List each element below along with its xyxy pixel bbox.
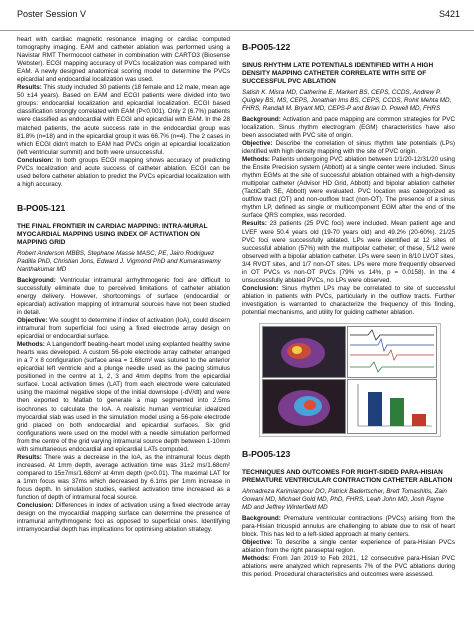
electroanatomic-map-image	[262, 326, 346, 378]
background-paragraph: Background: Activation and pace mapping are common strategies for PVC localization. Sinus rhythm electrogram (EGM) characteristics have also been associated with PVC site of origin.	[242, 115, 456, 139]
results-paragraph: Results: There was a decrease in the IoA, as the intramural focus depth increased. At 1mm depth, average activation time was 31±2 ms/1.68cm² compared to 15±7ms/1.68cm² at 4mm depth (p<0.01). The maximal LAT for a 1mm focus was 37ms which decreased by 6.1ms per 1mm increase in focus depth. In simulation studies, earliest activation time increased as a function of depth of intramural focal source.	[17, 453, 230, 502]
bar	[390, 398, 404, 426]
abstract-title: THE FINAL FRONTIER IN CARDIAC MAPPING: INTRA-MURAL MYOCARDIAL MAPPING USING INDEX OF ACTIVATION ON MAPPING GRID	[17, 222, 208, 246]
abstract-authors: Robert Anderson MBBS, Stephane Masse MASC, PE, Jairo Rodriguez Padilla PhD, Christian Jons, Edward J. Vigmond PhD and Kumaraswamy Nanthakumar MD	[17, 249, 221, 273]
conclusion-paragraph: Conclusion: Differences in index of activation using a fixed electrode array design on the myocardial mapping surface can determine the presence of intramural arrhythmogenic foci as opposed to superficial ones. Identifying intramyocardial depth has implications for optimising ablation strategy.	[17, 502, 231, 534]
methods-paragraph: Methods: Patients undergoing PVC ablation between 1/1/20-12/31/20 using the Ensite Precision system (Abbott) at a single center were included. Sinus rhythm EGMs at the site of successful ablation obtained with a high-density multipolar catheter (Advisor HD Grid, Abbott) and bipolar ablation catheter (TactiCath SE, Abbott) were evaluated. PVC location was categorized as outflow tract (OT) and non-outflow tract (non-OT). The presence of a sinus rhythm LP, defined as single or multicomponent EGM after the end of the surface QRS complex, was recorded.	[242, 156, 455, 220]
running-head: Poster Session V	[17, 9, 87, 19]
left-column	[17, 36, 230, 534]
abstract-authors: Satish K. Misra MD, Catherine E. Markert BS, CEPS, CCDS, Andrew P. Quigley BS, MS, CEPS, Jonathan Ims BS, CEPS, CCDS, Rohit Mehta MD, FHRS, Randall M. Bryant MD, CEPS-P and Brian D. Powell MD, FHRS	[242, 88, 452, 112]
results-paragraph: Results: 23 patients (25 PVC foci) were included. Mean patient age and LVEF were 50.4 years old (19-70 years old) and 49.2% (20-60%). 21/25 PVC foci were successfully ablated. LPs were identified at 12 sites of successful ablation (57%) with the multipolar catheter; of these, 5/12 were observed with a bipolar ablation catheter. LPs were seen in 8/10 LVOT sites, 3/4 RVOT sites, and 1/7 non-OT sites. LPs were more frequently observed in OT PVCs vs non-OT PVCs (79% vs 14%, p = 0.0158). In the 4 unsuccessfully ablated PVCs, no LPs were observed.	[242, 220, 456, 284]
right-column	[242, 36, 455, 579]
bar	[368, 392, 382, 426]
methods-paragraph: Methods: A Langendorff beating-heart model using explanted healthy swine hearts was developed. A custom 56-pole electrode array catheter arranged in a 7 x 8 configuration (surface area = 1.68cm² was sutured to the anterior epicardial left ventricle and a plunge needle used as the pacing stimulus positioned in the centre at 1, 2, 3 and 4mm depths from the epicardial surface. Local activation times (LAT) from each electrode were calculated using the maximal negative slope of the initial downslope (-dV/dt) and were then exported to Matlab to generate a map segmented into 2.5ms isochrones to calculate the IoA. A realistic human ventricular idealized myocardial slab was used in the simulation model using a 56-pole electrode grid placed on both endocardial and epicardial surfaces. Six grid configurations were used on the model with a needle simulation performed from the centre of the grid varying intramural source depth between 1-10mm with simultaneous endocardial and epicardial LATs computed.	[17, 341, 230, 453]
electrogram-traces-image	[347, 326, 437, 378]
bar-chart-image	[347, 379, 437, 434]
abstract-id: B-PO05-121	[17, 202, 66, 213]
page-number: S421	[438, 9, 460, 19]
abstract-id: B-PO05-123	[242, 449, 291, 460]
abstract-title: SINUS RHYTHM LATE POTENTIALS IDENTIFIED WITH A HIGH DENSITY MAPPING CATHETER CORRELATE WITH SITE OF SUCCESSFUL PVC ABLATION	[242, 62, 434, 85]
bar	[412, 414, 426, 426]
results-paragraph: Results: This study included 30 patients (18 female and 12 male, mean age 50 ±14 years). Based on EAM and ECGI patients were divided into two groups: endocardial localization and epicardial localization. ECGI based classification strongly correlated with EAM (P<0.001). Only 2 (6.7%) patients were classified as endocardial with ECGI and epicardial with EAM. In the 28 matched patients, the acute success rate in the endocardial group was 81.8% (n=18) and in the epicardial group it was 66.7% (n=4). The 2 cases in which ECGI didn't match to EAM had PVCs origin at epicardial localization (left ventricular summit) and both were unsuccessful.	[17, 84, 231, 156]
bar-chart	[348, 380, 436, 433]
background-paragraph: Background: Premature ventricular contractions (PVCs) arising from the para-Hisian tricuspid annulus are challenging to ablate due to risk of heart block. This has led to a left-sided approach at many centers.	[242, 514, 456, 539]
objective-paragraph: Objective: Describe the correlation of sinus rhythm late potentials (LPs) identified with high density mapping with the site of PVC origin.	[242, 140, 456, 156]
voltage-map-image	[262, 379, 346, 434]
methods-paragraph: Methods: From Jan 2019 to Feb 2021, 12 consecutive para-Hisian PVC ablations were analyzed which represents 7% of the PVC ablations during this period. Procedural characteristics and outcomes were assessed.	[242, 555, 455, 579]
abstract-authors: Ahmadreza Karimianpour DO, Patrick Badertscher, Brett Tomashitis, Zain Gowani MD, Michael Gold MD, PhD, FHRS, Leah John MD, Josh Payne MD and Jeffrey Winterfield MD	[242, 487, 447, 511]
abstract-title: TECHNIQUES AND OUTCOMES FOR RIGHT-SIDED PARA-HISIAN PREMATURE VENTRICULAR CONTRACTION CATHETER ABLATION	[242, 469, 453, 484]
background-paragraph: Background: Ventricular intramural arrhythmogenic foci are difficult to successfully eliminate due to perceived limitations of catheter ablation energy delivery. However, shortcomings of surface (endocardial or epicardial) activation mapping of intramural sources have not been studied in detail.	[17, 276, 231, 316]
intro-paragraph: heart with cardiac magnetic resonance imaging or cardiac computed tomography imaging. EAM and catheter ablation was performed using a Navistar RMT Thermocool catheter in combination with CARTO3 (Biosense Webster). ECGI mapping accuracy of PVCs localization was compared with EAM. A newly designed anatomical scoring model to determine the PVCs epicardial and endocardial localization was used.	[17, 36, 230, 84]
objective-paragraph: Objective: We sought to determine if index of activation (IoA), could discern intramural from superficial foci using a fixed electrode array design on epicardial or endocardial surface.	[17, 316, 230, 341]
figure	[259, 323, 439, 435]
abstract-id: B-PO05-122	[242, 42, 291, 52]
page-header	[0, 0, 474, 31]
conclusion-paragraph: Conclusion: Sinus rhythm LPs may be correlated to site of successful ablation in patients with PVCs, particularly in the outflow tracts. Further investigation is warranted to characterize the frequency of this finding, potential mechanisms, and utility for guiding catheter ablation.	[242, 284, 455, 316]
conclusion-paragraph: Conclusion: In both groups ECGI mapping shows accuracy of predicting PVCs localization and acute success of catheter ablation. ECGI can be used before catheter ablation to predict the PVCs epicardial localization with a high accuracy.	[17, 156, 231, 188]
objective-paragraph: Objective: To describe a single center experience of para-Hisian PVCs ablation from the right paraseptal region.	[242, 539, 455, 555]
